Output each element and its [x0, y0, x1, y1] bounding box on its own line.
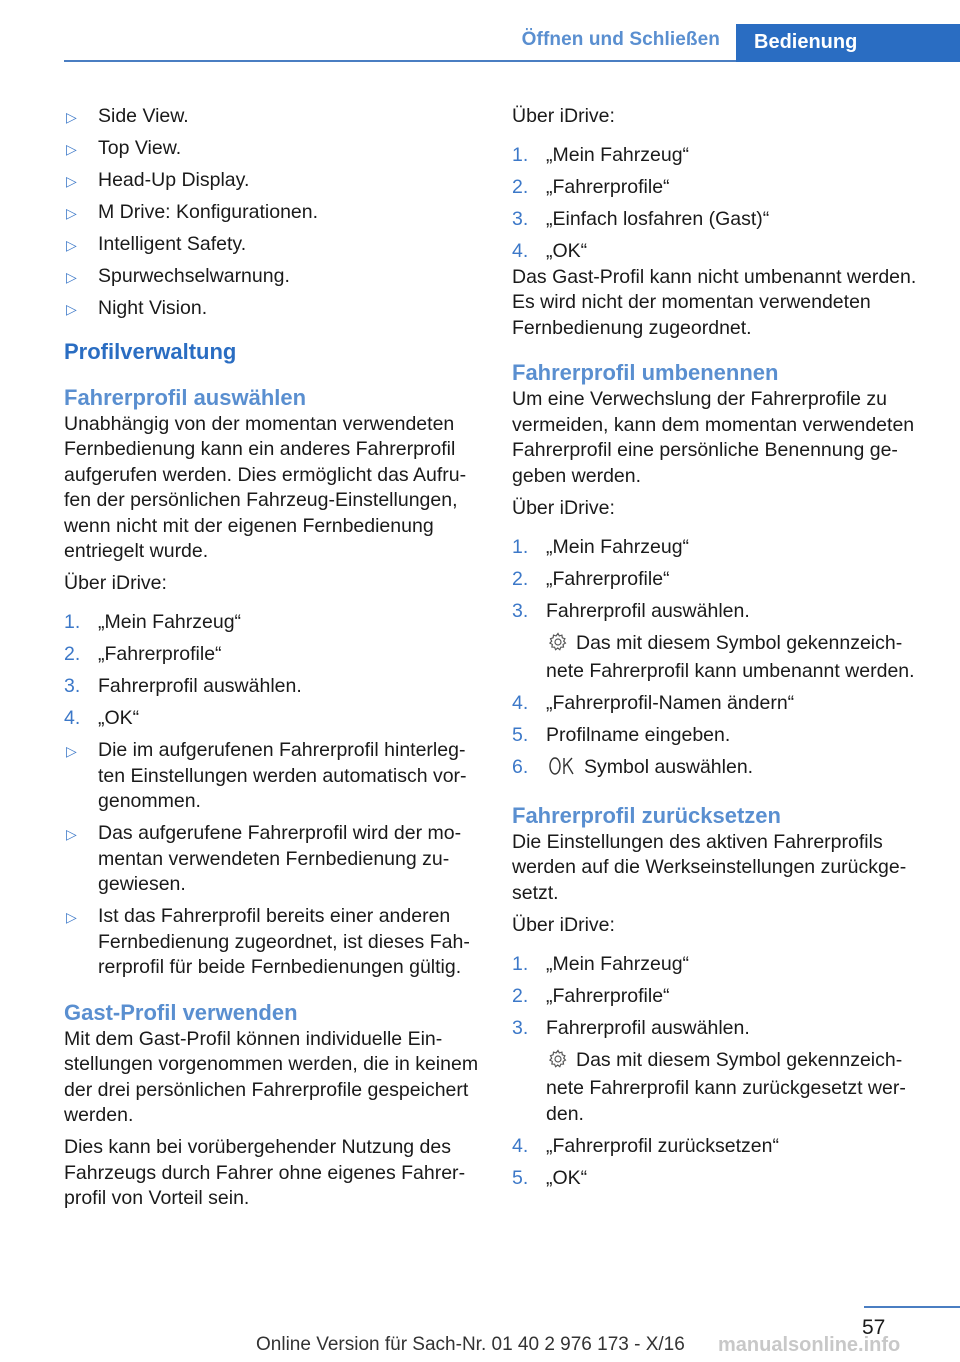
step-text: „OK“ — [546, 1166, 588, 1189]
list-item — [64, 821, 482, 898]
heading-fahrerprofil-zuruecksetzen: Fahrerprofil zurücksetzen — [512, 802, 781, 828]
step-note — [512, 1048, 930, 1128]
step-text: Fahrerprofil auswählen. — [546, 1016, 750, 1039]
list-item-text: Night Vision. — [98, 297, 208, 319]
header-section-title: Öffnen und Schließen — [521, 29, 720, 50]
step-number: 5. — [512, 1166, 529, 1189]
step-item — [512, 691, 930, 717]
list-item — [64, 232, 482, 258]
ok-icon — [548, 756, 576, 784]
step-text: „Fahrerprofil zurücksetzen“ — [546, 1134, 779, 1157]
list-item-text: Die im aufgerufenen Fahrerprofil hinterlegten Einstellungen werden automatisch vorgenommen. — [98, 739, 467, 812]
step-item — [512, 952, 930, 978]
step-number: 4. — [64, 707, 81, 729]
step-number: 1. — [512, 952, 529, 975]
list-item-text: Intelligent Safety. — [98, 233, 247, 255]
step-number: 2. — [512, 176, 529, 198]
gear-icon — [548, 1049, 568, 1077]
step-item — [512, 239, 930, 265]
step-number: 3. — [64, 675, 81, 697]
step-number: 5. — [512, 724, 529, 746]
step-note — [512, 631, 930, 685]
step-number: 4. — [512, 240, 529, 262]
list-item-text: Head-Up Display. — [98, 169, 250, 191]
step-text: „Mein Fahrzeug“ — [546, 952, 690, 975]
step-item — [512, 755, 930, 784]
watermark: manualsonline.info — [718, 1334, 901, 1356]
step-text: „Fahrerprofile“ — [546, 176, 670, 198]
footer-rule — [864, 1306, 960, 1308]
footer-note: Online Version für Sach-Nr. 01 40 2 976 173 - X/16 — [256, 1334, 685, 1355]
step-item — [512, 599, 930, 625]
step-item — [512, 143, 930, 169]
list-item-text: Side View. — [98, 105, 189, 127]
heading-fahrerprofil-auswaehlen: Fahrerprofil auswählen — [64, 384, 307, 410]
step-text: „Fahrerprofile“ — [546, 984, 670, 1007]
step-item — [64, 706, 482, 732]
triangle-bullet-icon: ▷ — [66, 109, 77, 125]
list-item-text: Das aufgerufene Fahrerprofil wird der momentan verwendeten Fernbedienung zugewiesen. — [98, 822, 462, 895]
step-item — [512, 723, 930, 749]
step-number: 2. — [512, 984, 529, 1007]
step-text: „OK“ — [98, 707, 140, 729]
list-item — [64, 738, 482, 815]
paragraph: Über iDrive: — [512, 913, 615, 936]
triangle-bullet-icon: ▷ — [66, 301, 77, 317]
step-text: Fahrerprofil auswählen. — [546, 599, 750, 622]
paragraph: Über iDrive: — [64, 572, 167, 594]
list-item-text: Spurwechselwarnung. — [98, 265, 290, 287]
paragraph: Über iDrive: — [512, 496, 615, 519]
list-item — [64, 200, 482, 226]
left-column — [64, 104, 482, 1218]
triangle-bullet-icon: ▷ — [66, 269, 77, 285]
list-item — [64, 136, 482, 162]
step-text: „Mein Fahrzeug“ — [98, 611, 242, 633]
triangle-bullet-icon: ▷ — [66, 237, 77, 253]
triangle-bullet-icon: ▷ — [66, 205, 77, 221]
step-number: 2. — [64, 643, 81, 665]
heading-fahrerprofil-umbenennen: Fahrerprofil umbenennen — [512, 360, 779, 385]
step-note-text: Das mit diesem Symbol gekennzeichnete Fahrerprofil kann zurückgesetzt werden. — [546, 1048, 906, 1125]
step-item — [64, 674, 482, 700]
step-item — [512, 1134, 930, 1160]
step-text: „Fahrerprofil-Namen ändern“ — [546, 692, 795, 714]
right-column — [512, 104, 930, 1198]
step-text: Symbol auswählen. — [584, 756, 754, 778]
triangle-bullet-icon: ▷ — [66, 743, 77, 759]
paragraph: Um eine Verwechslung der Fahrerprofile zu vermeiden, kann dem momentan verwendeten Fahrerprofil eine persönliche Benennung gegeben werden. — [512, 388, 915, 487]
list-item — [64, 168, 482, 194]
paragraph: Dies kann bei vorübergehender Nutzung des Fahrzeugs durch Fahrer ohne eigenes Fahrerprofil von Vorteil sein. — [64, 1136, 466, 1209]
triangle-bullet-icon: ▷ — [66, 909, 77, 925]
triangle-bullet-icon: ▷ — [66, 826, 77, 842]
step-number: 1. — [512, 144, 529, 166]
page-number: 57 — [862, 1316, 886, 1339]
step-number: 4. — [512, 692, 529, 714]
paragraph: Die Einstellungen des aktiven Fahrerprofils werden auf die Werkseinstellungen zurückgesetzt. — [512, 830, 907, 904]
paragraph: Das Gast-Profil kann nicht umbenannt werden. Es wird nicht der momentan verwendeten Fernbedienung zugeordnet. — [512, 265, 917, 339]
heading-gast-profil: Gast-Profil verwenden — [64, 999, 298, 1025]
list-item-text: Ist das Fahrerprofil bereits einer anderen Fernbedienung zugeordnet, ist dieses Fahrerprofil für beide Fernbedienungen gültig. — [98, 905, 470, 978]
triangle-bullet-icon: ▷ — [66, 173, 77, 189]
list-item — [64, 104, 482, 130]
step-number: 1. — [512, 535, 529, 558]
header-rule — [64, 60, 736, 62]
step-item — [512, 175, 930, 201]
step-number: 4. — [512, 1134, 529, 1157]
step-text: „OK“ — [546, 240, 588, 262]
step-number: 2. — [512, 567, 529, 590]
heading-profilverwaltung: Profilverwaltung — [64, 338, 237, 364]
list-item — [64, 904, 482, 981]
step-number: 1. — [64, 611, 81, 633]
step-item — [512, 1166, 930, 1192]
triangle-bullet-icon: ▷ — [66, 141, 77, 157]
step-item — [512, 1016, 930, 1042]
paragraph: Mit dem Gast-Profil können individuelle Einstellungen vorgenommen werden, die in keinem der drei persönlichen Fahrerprofile gespeichert werden. — [64, 1027, 479, 1126]
step-text: Profilname eingeben. — [546, 724, 731, 746]
header-chapter-tab: Bedienung — [736, 24, 960, 62]
step-item — [64, 642, 482, 668]
gear-icon — [548, 632, 568, 660]
step-item — [64, 610, 482, 636]
step-item — [512, 207, 930, 233]
list-item — [64, 296, 482, 322]
step-number: 3. — [512, 208, 529, 230]
step-item — [512, 567, 930, 593]
step-number: 3. — [512, 599, 529, 622]
step-number: 3. — [512, 1016, 529, 1039]
step-text: „Fahrerprofile“ — [546, 567, 670, 590]
step-text: „Einfach losfahren (Gast)“ — [546, 208, 770, 230]
step-note-text: Das mit diesem Symbol gekennzeichnete Fahrerprofil kann umbenannt werden. — [546, 631, 915, 682]
step-number: 6. — [512, 756, 529, 778]
step-text: „Fahrerprofile“ — [98, 643, 222, 665]
step-item — [512, 535, 930, 561]
paragraph: Über iDrive: — [512, 105, 615, 127]
list-item-text: M Drive: Konfigurationen. — [98, 201, 319, 223]
list-item — [64, 264, 482, 290]
step-text: „Mein Fahrzeug“ — [546, 144, 690, 166]
step-text: „Mein Fahrzeug“ — [546, 535, 690, 558]
step-text: Fahrerprofil auswählen. — [98, 675, 302, 697]
step-item — [512, 984, 930, 1010]
list-item-text: Top View. — [98, 137, 182, 159]
paragraph: Unabhängig von der momentan verwendeten Fernbedienung kann ein anderes Fahrerprofil aufgerufen werden. Dies ermöglicht das Aufrufen der persönlichen Fahrzeug-Einstellungen, wenn nicht mit der eigenen Fernbedienung entriegelt wurde. — [64, 412, 467, 562]
